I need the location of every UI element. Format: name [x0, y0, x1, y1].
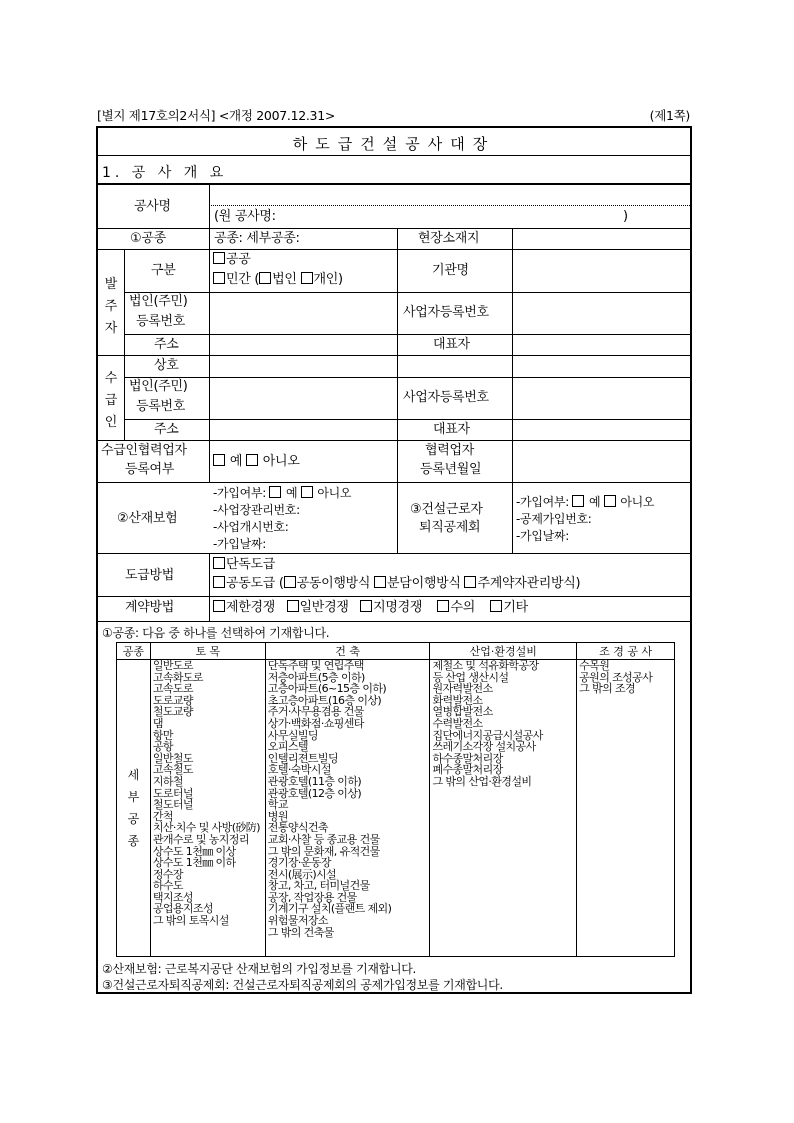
list-item: 치산·치수 및 사방(砂防)	[152, 821, 260, 835]
list-item: 집단에너지공급시설공사	[432, 728, 543, 742]
insurance-label: ②산재보험	[117, 511, 178, 526]
list-item: 병원	[267, 809, 288, 823]
list-item: 고층아파트(6~15층 이하)	[267, 682, 387, 696]
list-item: 쓰레기소각장 설치공사	[432, 740, 536, 754]
contractor-corp-reg-label-2: 등록번호	[136, 399, 186, 414]
list-item: 관개수로 및 농지정리	[152, 832, 249, 846]
contract-method-label: 계약방법	[125, 600, 175, 615]
site-location-label: 현장소재지	[418, 231, 480, 246]
industrial-list	[430, 660, 577, 957]
mutual-aid-label-1: ③건설근로자	[410, 502, 483, 517]
work-type-value[interactable]: 공종: 세부공종:	[214, 231, 300, 246]
single-contract-option[interactable]: 단독도급	[213, 557, 275, 573]
sub-work-type-table	[116, 642, 675, 957]
civil-list	[150, 660, 265, 957]
list-item: 일반도로	[152, 659, 193, 672]
list-item: 열병합발전소	[432, 705, 493, 719]
partner-options[interactable]: 예 아니오	[213, 454, 300, 470]
sub-work-type-row-label: 세 부 공 종	[117, 660, 151, 957]
list-item: 위험물저장소	[267, 914, 328, 928]
list-item: 그 밖의 토목시설	[152, 914, 229, 928]
list-item: 택지조성	[152, 890, 193, 904]
list-item: 공장, 작업장용 건물	[267, 890, 357, 904]
insurance-site-no[interactable]: -사업장관리번호:	[213, 503, 300, 517]
mutual-aid-yes-checkbox[interactable]	[572, 495, 584, 507]
list-item: 고속화도로	[152, 670, 203, 684]
partner-label-2: 등록여부	[125, 462, 175, 477]
insurance-no-checkbox[interactable]	[301, 486, 313, 498]
subcontract-form	[96, 126, 692, 994]
form-title: 하도급건설공사대장	[292, 135, 496, 153]
contractor-side-label: 수 급 인	[104, 371, 118, 430]
list-item: 상수도 1천㎜ 이상	[152, 844, 236, 858]
form-header-left: [별지 제17호의2서식] <개정 2007.12.31>	[97, 108, 336, 123]
list-item: 전시(展示)시설	[267, 867, 337, 881]
list-item: 단독주택 및 연립주택	[267, 659, 364, 672]
split-exec-checkbox[interactable]	[374, 576, 386, 588]
col-header-building: 건 축	[265, 643, 430, 660]
list-item: 폐수종말처리장	[432, 763, 503, 777]
orderer-address-label: 주소	[154, 337, 179, 352]
partner-label-1: 수급인협력업자	[101, 443, 187, 458]
individual-checkbox[interactable]	[301, 272, 313, 284]
partner-yes-checkbox[interactable]	[213, 454, 225, 466]
joint-contract-checkbox[interactable]	[213, 576, 225, 588]
restricted-bid-checkbox[interactable]	[213, 600, 225, 612]
mutual-aid-no-checkbox[interactable]	[604, 495, 616, 507]
contractor-rep-label: 대표자	[433, 422, 470, 437]
insurance-enrolled[interactable]: -가입여부: 예 아니오	[213, 486, 352, 500]
orderer-corp-reg-label-2: 등록번호	[136, 314, 186, 329]
list-item: 그 밖의 산업·환경설비	[432, 774, 532, 788]
list-item: 간척	[152, 809, 173, 823]
orderer-type-private[interactable]: 민간 ( 법인 개인)	[213, 272, 343, 288]
orderer-biz-reg-label: 사업자등록번호	[403, 305, 489, 320]
list-item: 수목원	[579, 659, 610, 672]
subcontract-method-label: 도급방법	[125, 568, 175, 583]
list-item: 상수도 1천㎜ 이하	[152, 856, 236, 870]
col-header-work-type: 공종	[117, 643, 151, 660]
public-checkbox[interactable]	[213, 252, 225, 264]
list-item: 정수장	[152, 867, 183, 881]
list-item: 관광호텔(12층 이상)	[267, 786, 362, 800]
list-item: 도로터널	[152, 786, 193, 800]
insurance-start-no[interactable]: -사업개시번호:	[213, 520, 289, 534]
orderer-side-label: 발 주 자	[104, 277, 118, 336]
contractor-corp-reg-label-1: 법인(주민)	[129, 379, 188, 394]
list-item: 철도터널	[152, 798, 193, 812]
single-contract-checkbox[interactable]	[213, 557, 225, 569]
list-item: 고속도로	[152, 682, 193, 696]
section-title: 1. 공 사 개 요	[102, 165, 228, 181]
orderer-type-label: 구분	[151, 263, 176, 278]
other-checkbox[interactable]	[490, 600, 502, 612]
orderer-corp-reg-label-1: 법인(주민)	[129, 294, 188, 309]
list-item: 제철소 및 석유화학공장	[432, 659, 539, 672]
list-item: 철도교량	[152, 705, 193, 719]
list-item: 관광호텔(11층 이하)	[267, 774, 362, 788]
list-item: 인텔리젼트빌딩	[267, 751, 338, 765]
list-item: 하수도	[152, 879, 183, 893]
page-number: (제1쪽)	[649, 108, 690, 123]
list-item: 초고층아파트(16층 이상)	[267, 693, 382, 707]
list-item: 오피스텔	[267, 740, 308, 754]
joint-contract-option[interactable]: 공동도급 ( 공동이행방식 분담이행방식 주계약자관리방식)	[213, 576, 580, 592]
list-item: 공원의 조성공사	[579, 670, 653, 684]
note-mutual-aid: ③건설근로자퇴직공제회: 건설근로자퇴직공제회의 공제가입정보를 기재합니다.	[102, 978, 503, 992]
list-item: 호텔·숙박시설	[267, 763, 331, 777]
project-name-field[interactable]	[210, 184, 690, 204]
list-item: 그 밖의 건축물	[267, 925, 334, 939]
contractor-biz-reg-label: 사업자등록번호	[403, 390, 489, 405]
contractor-address-label: 주소	[154, 422, 179, 437]
list-item: 공항	[152, 740, 173, 754]
insurance-join-date[interactable]: -가입날짜:	[213, 537, 266, 551]
orderer-type-public[interactable]: 공공	[213, 252, 251, 268]
work-type-label: ①공종	[130, 231, 166, 246]
col-header-industrial: 산업·환경설비	[430, 643, 577, 660]
list-item: 도로교량	[152, 693, 193, 707]
list-item: 댐	[152, 716, 163, 730]
list-item: 그 밖의 문화재, 유적건물	[267, 844, 380, 858]
original-project-close: )	[623, 209, 628, 224]
list-item: 항만	[152, 728, 173, 742]
list-item: 경기장·운동장	[267, 856, 331, 870]
negotiated-checkbox[interactable]	[437, 600, 449, 612]
orderer-rep-label: 대표자	[433, 337, 470, 352]
note-insurance: ②산재보험: 근로복지공단 산재보험의 가입정보를 기재합니다.	[102, 962, 417, 976]
open-bid-checkbox[interactable]	[287, 600, 299, 612]
corp-checkbox[interactable]	[259, 272, 271, 284]
joint-exec-checkbox[interactable]	[284, 576, 296, 588]
list-item: 창고, 차고, 터미널건물	[267, 879, 370, 893]
landscape-list	[577, 660, 675, 957]
list-item: 원자력발전소	[432, 682, 493, 696]
contract-method-options[interactable]: 제한경쟁 일반경쟁 지명경쟁 수의 기타	[213, 600, 528, 616]
list-item: 학교	[267, 798, 288, 812]
private-checkbox[interactable]	[213, 272, 225, 284]
mutual-aid-label-2: 퇴직공제회	[419, 520, 481, 535]
list-item: 저층아파트(5층 이하)	[267, 670, 365, 684]
partner-no-checkbox[interactable]	[246, 454, 258, 466]
partner-date-label-2: 등록년월일	[420, 462, 482, 477]
main-mgmt-checkbox[interactable]	[464, 576, 476, 588]
list-item: 화력발전소	[432, 693, 483, 707]
institution-label: 기관명	[432, 263, 469, 278]
list-item: 고속철도	[152, 763, 193, 777]
mutual-aid-join-date[interactable]: -가입날짜:	[516, 529, 569, 543]
mutual-aid-enrolled[interactable]: -가입여부: 예 아니오	[516, 495, 655, 509]
list-item: 하수종말처리장	[432, 751, 503, 765]
insurance-yes-checkbox[interactable]	[269, 486, 281, 498]
list-item: 전통양식건축	[267, 821, 328, 835]
list-item: 수력발전소	[432, 716, 483, 730]
list-item: 교회·사찰 등 종교용 건물	[267, 832, 380, 846]
nominated-bid-checkbox[interactable]	[360, 600, 372, 612]
list-item: 그 밖의 조경	[579, 682, 636, 696]
original-project-label: (원 공사명:	[214, 209, 276, 224]
list-item: 등 산업 생산시설	[432, 670, 509, 684]
building-list	[265, 660, 430, 957]
mutual-aid-no[interactable]: -공제가입번호:	[516, 512, 592, 526]
list-item: 기계기구 설치(플랜트 제외)	[267, 902, 392, 916]
list-item: 상가·백화점·쇼핑센타	[267, 716, 364, 730]
list-item: 지하철	[152, 774, 183, 788]
note-work-type: ①공종: 다음 중 하나를 선택하여 기재합니다.	[102, 626, 330, 640]
list-item: 일반철도	[152, 751, 193, 765]
list-item: 주거·사무용겸용 건물	[267, 705, 364, 719]
partner-date-label-1: 협력업자	[425, 443, 475, 458]
col-header-landscape: 조 경 공 사	[577, 643, 675, 660]
project-name-label: 공사명	[134, 199, 171, 214]
col-header-civil: 토 목	[150, 643, 265, 660]
list-item: 사무실빌딩	[267, 728, 318, 742]
contractor-trade-name-label: 상호	[154, 358, 179, 373]
list-item: 공업용지조성	[152, 902, 213, 916]
